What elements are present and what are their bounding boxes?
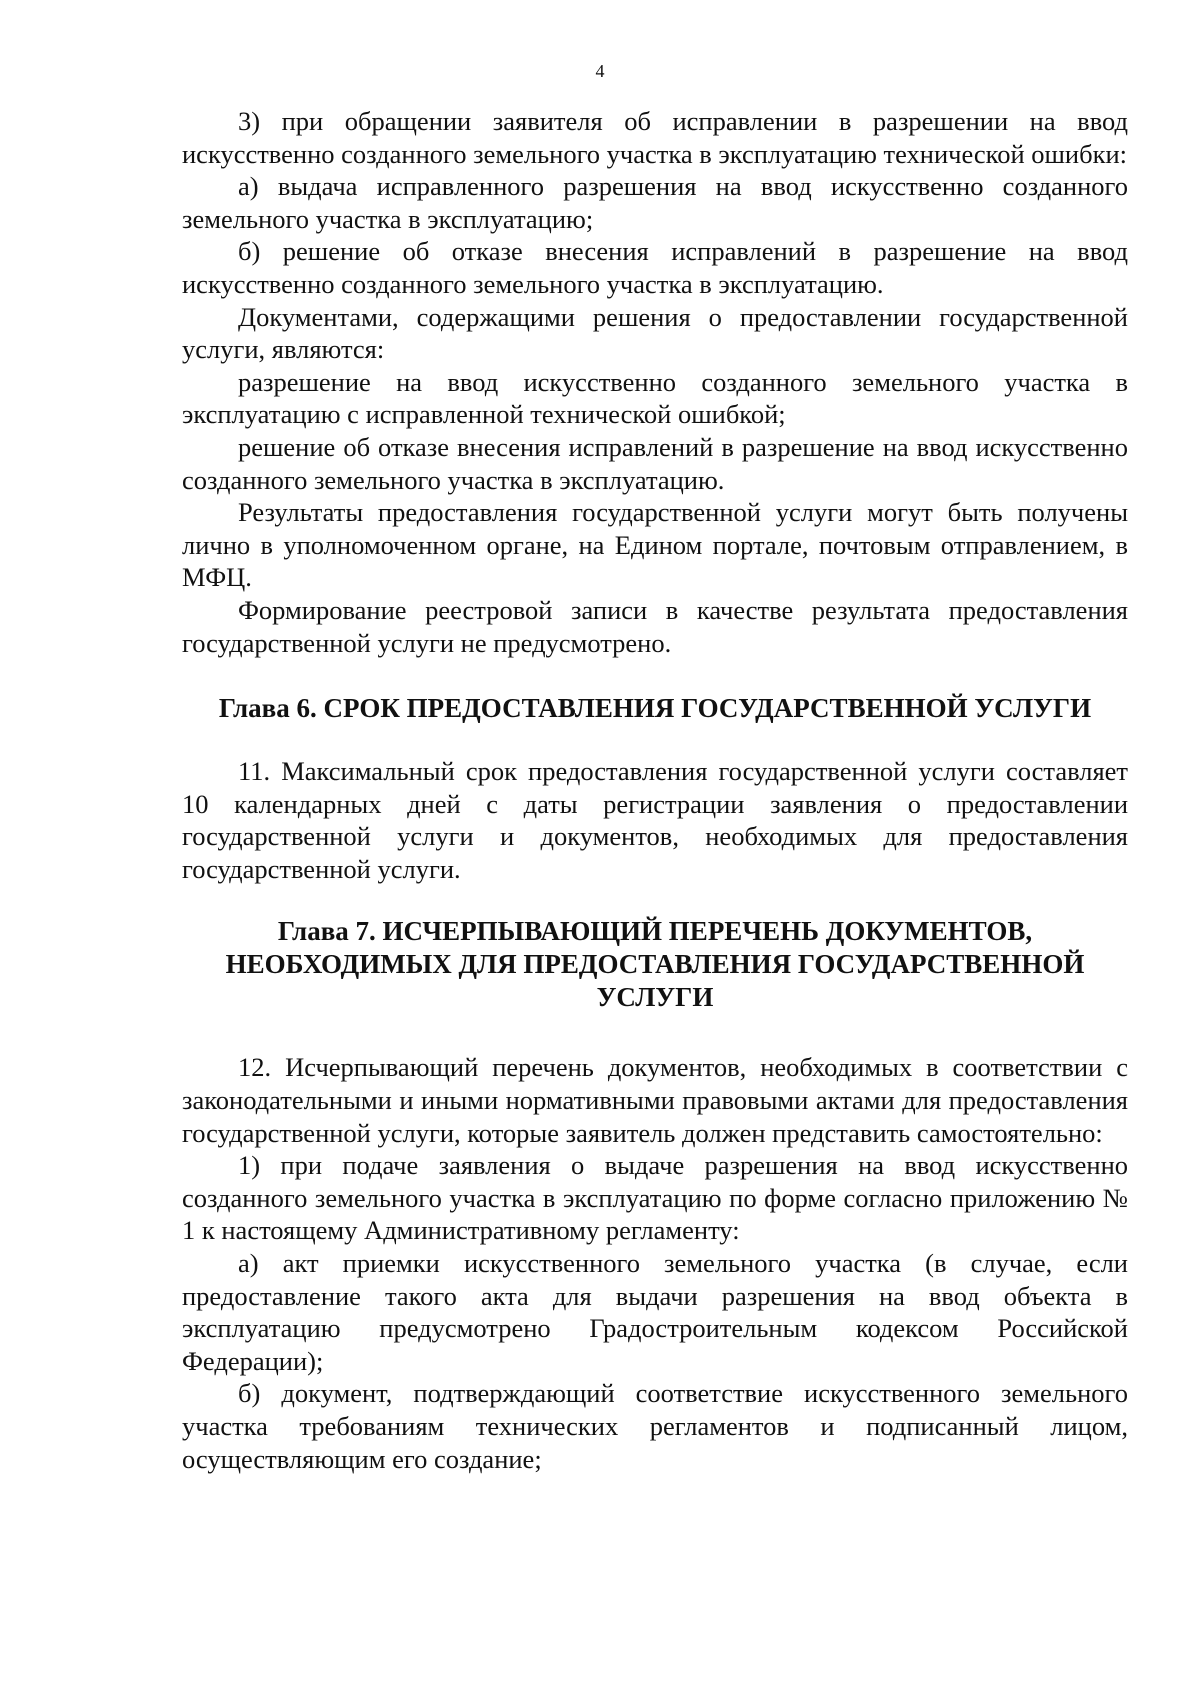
chapter-7-heading: [182, 915, 1128, 1014]
paragraph: решение об отказе внесения исправлений в разрешение на ввод искусственно созданного земельного участка в эксплуатацию.: [182, 431, 1128, 495]
paragraph: 11. Максимальный срок предоставления государственной услуги составляет 10 календарных дней с даты регистрации заявления о предоставлении государственной услуги и документов, необходимых для предоставления государственной услуги.: [182, 756, 1128, 884]
paragraph: 3) при обращении заявителя об исправлении в разрешении на ввод искусственно созданного земельного участка в эксплуатацию технической ошибки:: [182, 106, 1128, 169]
paragraph: 1) при подаче заявления о выдаче разрешения на ввод искусственно созданного земельного участка в эксплуатацию по форме согласно приложению № 1 к настоящему Административному регламенту:: [182, 1150, 1128, 1246]
chapter-7-heading-line: НЕОБХОДИМЫХ ДЛЯ ПРЕДОСТАВЛЕНИЯ ГОСУДАРСТВЕННОЙ: [225, 949, 1085, 980]
paragraph: а) акт приемки искусственного земельного участка (в случае, если предоставление такого акта для выдачи разрешения на ввод объекта в эксплуатацию предусмотрено Градостроительным кодексом Российской Федерации);: [182, 1248, 1128, 1376]
paragraph: Формирование реестровой записи в качестве результата предоставления государственной услуги не предусмотрено.: [182, 594, 1128, 658]
paragraph: б) решение об отказе внесения исправлений в разрешение на ввод искусственно созданного земельного участка в эксплуатацию.: [182, 236, 1128, 299]
document-body: [182, 105, 1128, 1475]
paragraph: 12. Исчерпывающий перечень документов, необходимых в соответствии с законодательными и иными нормативными правовыми актами для предоставления государственной услуги, которые заявитель должен представить самостоятельно:: [182, 1052, 1128, 1148]
paragraph: б) документ, подтверждающий соответствие искусственного земельного участка требованиям технических регламентов и подписанный лицом, осуществляющим его создание;: [182, 1378, 1128, 1474]
paragraph: Документами, содержащими решения о предоставлении государственной услуги, являются:: [182, 301, 1128, 365]
page-number: 4: [595, 61, 605, 81]
paragraph: разрешение на ввод искусственно созданного земельного участка в эксплуатацию с исправленной технической ошибкой;: [182, 366, 1128, 430]
chapter-7-heading-line: Глава 7. ИСЧЕРПЫВАЮЩИЙ ПЕРЕЧЕНЬ ДОКУМЕНТОВ,: [277, 916, 1033, 947]
chapter-6-heading: Глава 6. СРОК ПРЕДОСТАВЛЕНИЯ ГОСУДАРСТВЕННОЙ УСЛУГИ: [218, 693, 1092, 724]
chapter-7-heading-line: УСЛУГИ: [596, 982, 714, 1013]
paragraph: Результаты предоставления государственной услуги могут быть получены лично в уполномоченном органе, на Едином портале, почтовым отправлением, в МФЦ.: [182, 497, 1128, 593]
paragraph: а) выдача исправленного разрешения на ввод искусственно созданного земельного участка в эксплуатацию;: [182, 171, 1128, 234]
